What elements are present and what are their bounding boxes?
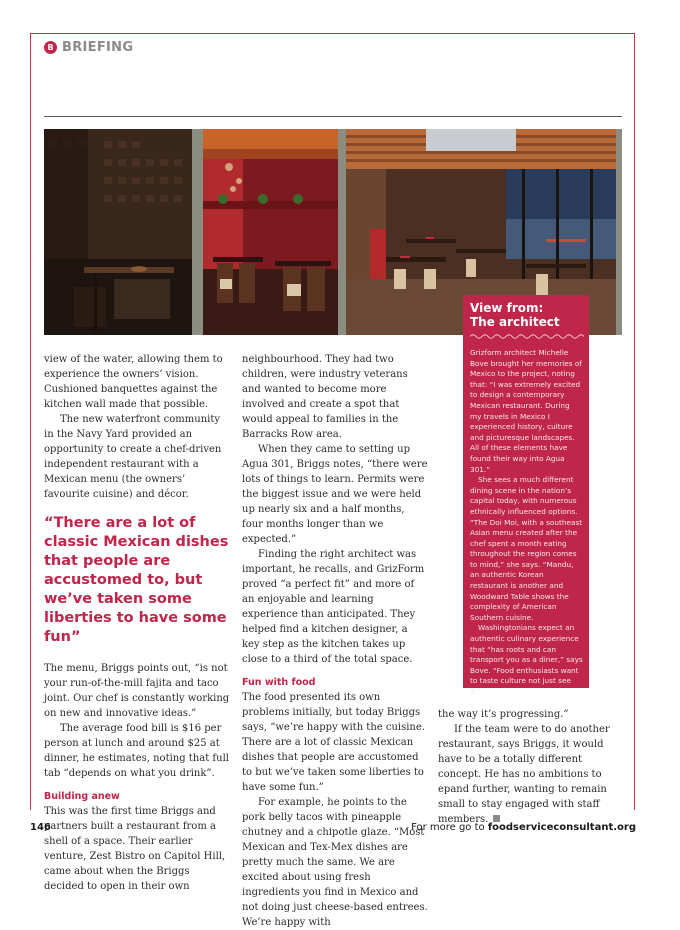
frame-top-line (30, 33, 635, 34)
section-header (44, 40, 133, 55)
article-column-3 (438, 707, 622, 827)
page-number: 146 (30, 822, 51, 833)
footer-link[interactable] (411, 822, 636, 833)
col2-paragraph-4: The food presented its own problems initially, but today Briggs says, “we’re happy with the cuisine. There are a lot of classic Mexican dishes that people are accustomed to but we’ve taken some liberties to have some fun.” (242, 692, 425, 793)
col2-paragraph-1: neighbourhood. They had two children, were industry veterans and wanted to become more involved and create a spot that would appeal to families in the Barracks Row area. (242, 354, 408, 440)
pull-quote: “There are a lot of classic Mexican dishes that people are accustomed to, but we’ve taken some liberties to have some fun” (44, 515, 229, 645)
sidebar-body (470, 348, 583, 698)
subhead-building-anew: Building anew (44, 791, 120, 802)
col1-paragraph-2: The new waterfront community in the Navy Yard provided an opportunity to create a chef-driven independent restaurant with a Mexican menu (the owners’ favourite cuisine) and décor. (44, 414, 222, 500)
section-label: BRIEFING (62, 40, 134, 55)
sidebar-paragraph-2: She sees a much different dining scene in the nation’s capital today, with numerous ethnically influenced options. “The Doi Moi, with a southeast Asian menu created after the chef spent a month eating throughout the region comes to mind,” she says. “Mandu, an authentic Korean restaurant is another and Woodward Table shows the complexity of American Southern cuisine. (470, 475, 583, 622)
article-column-2 (242, 352, 428, 930)
col1-paragraph-3: The menu, Briggs points out, “is not your run-of-the-mill fajita and taco joint. Our chef is constantly working on new and innovative ideas.” (44, 663, 230, 719)
architect-sidebar (463, 295, 589, 696)
col2-paragraph-3: Finding the right architect was important, he recalls, and GrizForm proved “a perfect fit” and more of an enjoyable and learning experience than anticipated. They helped find a kitchen designer, a key step as the kitchen takes up close to a third of the total space. (242, 549, 425, 665)
col2-paragraph-5: For example, he points to the pork belly tacos with pineapple chutney and a chipotle glaze. “Most Mexican and Tex-Mex dishes are pretty much the same. We are excited about using fresh ingredients you find in Mexico and not doing just cheese-based entrees. We’re happy with (242, 797, 428, 928)
sidebar-title-line-2: The architect (470, 315, 560, 329)
frame-left-line (30, 33, 31, 810)
article-column-1 (44, 352, 232, 894)
header-rule (44, 116, 622, 117)
col1-paragraph-4: The average food bill is $16 per person at lunch and around $25 at dinner, he estimates, noting that full tab “depends on what you drink”. (44, 723, 229, 779)
col3-paragraph-2 (438, 722, 622, 827)
frame-right-line (634, 33, 635, 810)
col3-paragraph-1: the way it’s progressing.” (438, 709, 569, 720)
footer-prefix: For more go to (411, 822, 488, 833)
col3-paragraph-2-text: If the team were to do another restaurant, says Briggs, it would have to be a totally different concept. He has no ambitions to epand further, wanting to remain small to stay engaged with staff members. (438, 724, 610, 825)
wavy-divider-icon (470, 333, 582, 340)
sidebar-paragraph-1: Grizform architect Michelle Bove brought her memories of Mexico to the project, noting that: “I was extremely excited to design a contemporary Mexican restaurant. During my travels in Mexico I experienced history, culture and picturesque landscapes. All of these elements have found their way into Agua 301.” (470, 348, 582, 474)
col1-paragraph-1: view of the water, allowing them to experience the owners’ vision. Cushioned banquettes against the kitchen wall made that possible. (44, 354, 223, 410)
col1-paragraph-5: This was the first time Briggs and partners built a restaurant from a shell of a space. Their earlier venture, Zest Bistro on Capitol Hill, came about when the Briggs decided to open in their own (44, 806, 226, 892)
end-mark-icon (493, 815, 500, 822)
section-badge: B (44, 41, 57, 54)
col2-paragraph-2: When they came to setting up Agua 301, Briggs notes, “there were lots of things to learn. Permits were the biggest issue and we were held up nearly six and a half months, four months longer than we expected.” (242, 444, 428, 545)
red-wall-dining-photo (203, 129, 338, 335)
sidebar-title-line-1: View from: (470, 301, 544, 315)
dark-dining-room-photo (44, 129, 192, 335)
sidebar-paragraph-3: Washingtonians expect an authentic culinary experience that “has roots and can transport you as a diner,” says Bove. “Food enthusiasts want to taste culture not just see it.” (470, 623, 583, 696)
footer-url[interactable]: foodserviceconsultant.org (487, 822, 636, 833)
subhead-fun-with-food: Fun with food (242, 677, 316, 688)
